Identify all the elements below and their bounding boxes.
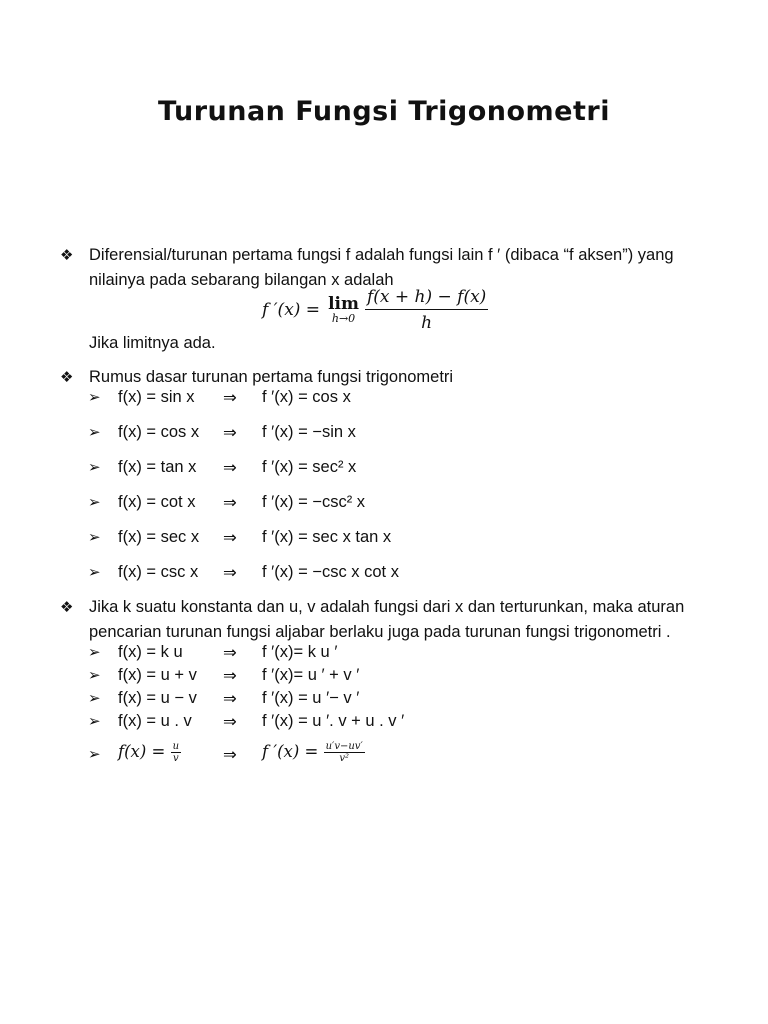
arrow-bullet-icon: ➢ xyxy=(88,746,101,763)
limit-word: lim xyxy=(328,294,359,314)
quotient-function xyxy=(118,741,181,764)
quotient-rhs-fraction xyxy=(324,741,365,764)
quotient-lhs: f(x) = xyxy=(118,742,166,761)
implies-icon: ⇒ xyxy=(223,689,237,708)
implies-icon: ⇒ xyxy=(223,745,237,764)
difference-quotient xyxy=(365,287,488,333)
arrow-bullet-icon: ➢ xyxy=(88,667,101,684)
limit-definition-formula xyxy=(262,287,488,333)
function-text: f(x) = csc x xyxy=(118,563,199,581)
function-text: f(x) = u − v xyxy=(118,689,197,707)
implies-icon: ⇒ xyxy=(223,666,237,685)
derivative-text: f ′(x) = −csc x cot x xyxy=(262,563,399,581)
implies-icon: ⇒ xyxy=(223,458,237,477)
derivative-text: f ′(x)= k u ′ xyxy=(262,643,338,661)
arrow-bullet-icon: ➢ xyxy=(88,564,101,581)
implies-icon: ⇒ xyxy=(223,423,237,442)
quotient-derivative xyxy=(262,741,365,764)
diamond-bullet-icon: ❖ xyxy=(60,599,74,616)
derivative-text: f ′(x) = cos x xyxy=(262,388,351,406)
function-text: f(x) = cot x xyxy=(118,493,196,511)
definition-line-2: nilainya pada sebarang bilangan x adalah xyxy=(89,271,394,289)
definition-line-1: Diferensial/turunan pertama fungsi f adalah fungsi lain f ′ (dibaca “f aksen”) yang xyxy=(89,246,674,264)
function-text: f(x) = sec x xyxy=(118,528,200,546)
section-definition xyxy=(60,243,740,293)
implies-icon: ⇒ xyxy=(223,493,237,512)
quotient-lhs-fraction xyxy=(171,741,181,764)
implies-icon: ⇒ xyxy=(223,388,237,407)
arrow-bullet-icon: ➢ xyxy=(88,644,101,661)
arrow-bullet-icon: ➢ xyxy=(88,459,101,476)
page-title: Turunan Fungsi Trigonometri xyxy=(158,96,610,127)
arrow-bullet-icon: ➢ xyxy=(88,494,101,511)
fraction-numerator: u xyxy=(172,741,180,752)
quotient-rhs: f ′(x) = xyxy=(262,742,319,761)
diamond-bullet-icon: ❖ xyxy=(60,247,74,264)
arrow-bullet-icon: ➢ xyxy=(88,389,101,406)
derivative-text: f ′(x) = u ′− v ′ xyxy=(262,689,360,707)
algebra-rules-line-1: Jika k suatu konstanta dan u, v adalah fungsi dari x dan terturunkan, maka aturan xyxy=(89,598,685,616)
function-text: f(x) = sin x xyxy=(118,388,195,406)
arrow-bullet-icon: ➢ xyxy=(88,529,101,546)
diamond-bullet-icon: ❖ xyxy=(60,369,74,386)
function-text: f(x) = u . v xyxy=(118,712,192,730)
basic-formulas-heading: Rumus dasar turunan pertama fungsi trigonometri xyxy=(89,368,454,386)
limit-operator xyxy=(328,295,359,325)
function-text: f(x) = u + v xyxy=(118,666,197,684)
arrow-bullet-icon: ➢ xyxy=(88,424,101,441)
arrow-bullet-icon: ➢ xyxy=(88,713,101,730)
implies-icon: ⇒ xyxy=(223,643,237,662)
section-definition-note xyxy=(60,331,740,356)
algebra-rules-line-2: pencarian turunan fungsi aljabar berlaku juga pada turunan fungsi trigonometri . xyxy=(89,623,671,641)
function-text: f(x) = k u xyxy=(118,643,183,661)
derivative-text: f ′(x) = sec² x xyxy=(262,458,357,476)
derivative-text: f ′(x) = −csc² x xyxy=(262,493,366,511)
limit-subscript: h→0 xyxy=(331,312,356,325)
implies-icon: ⇒ xyxy=(223,712,237,731)
derivative-text: f ′(x) = u ′. v + u . v ′ xyxy=(262,712,405,730)
section-algebra-rules xyxy=(60,595,740,645)
formula-denominator: h xyxy=(421,313,433,333)
section-basic-formulas xyxy=(60,365,740,390)
derivative-text: f ′(x)= u ′ + v ′ xyxy=(262,666,360,684)
formula-lhs: f ′(x) = xyxy=(262,300,321,320)
function-text: f(x) = cos x xyxy=(118,423,200,441)
arrow-bullet-icon: ➢ xyxy=(88,690,101,707)
fraction-denominator: v xyxy=(173,753,179,764)
fraction-denominator: v² xyxy=(339,753,349,764)
implies-icon: ⇒ xyxy=(223,563,237,582)
implies-icon: ⇒ xyxy=(223,528,237,547)
formula-numerator: f(x + h) − f(x) xyxy=(365,287,488,310)
derivative-text: f ′(x) = −sin x xyxy=(262,423,356,441)
function-text: f(x) = tan x xyxy=(118,458,197,476)
definition-note: Jika limitnya ada. xyxy=(89,334,216,352)
derivative-text: f ′(x) = sec x tan x xyxy=(262,528,392,546)
fraction-numerator: u′v−uv′ xyxy=(325,741,363,752)
